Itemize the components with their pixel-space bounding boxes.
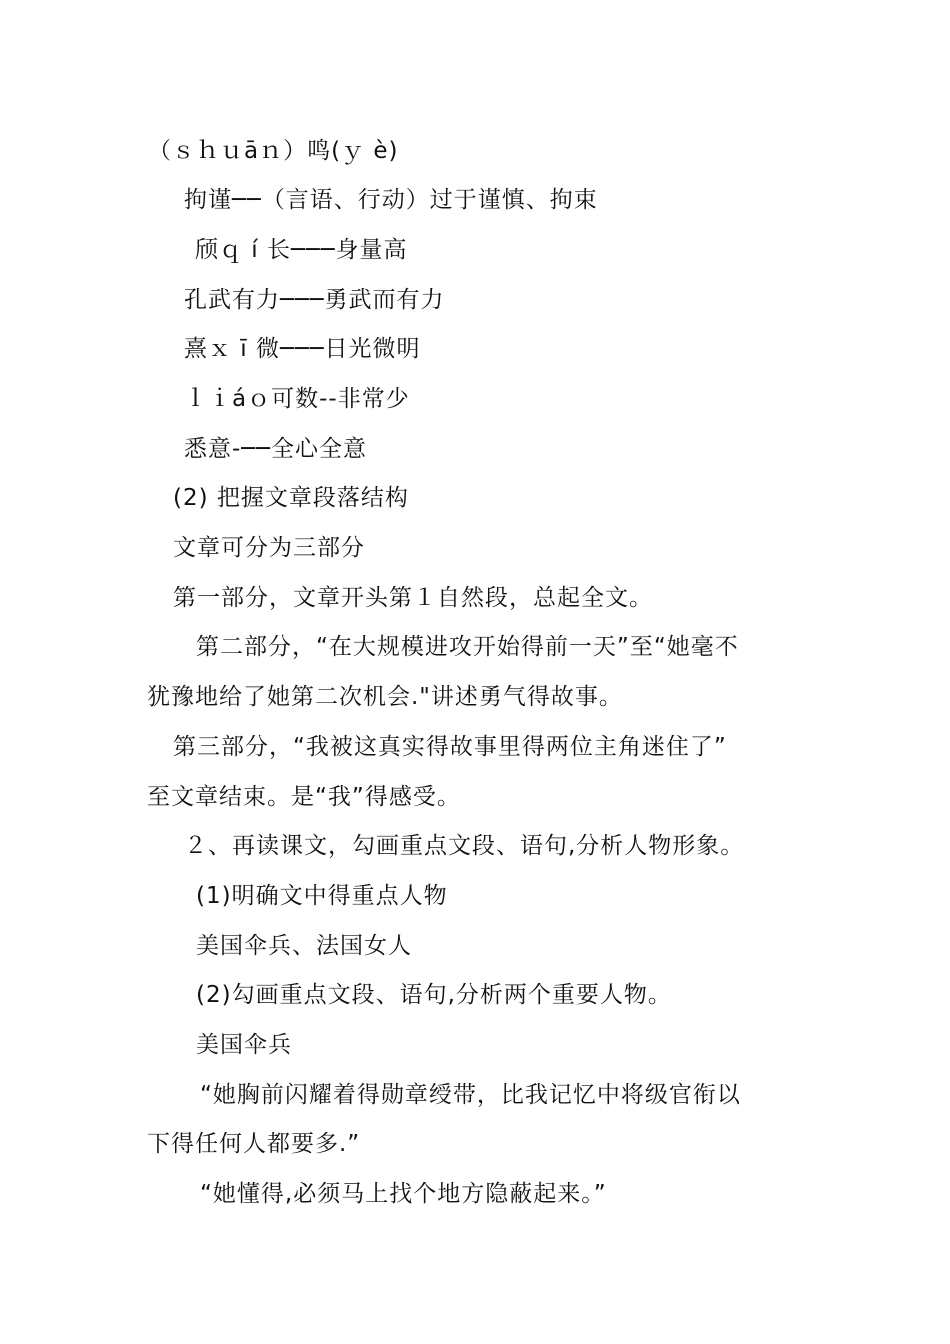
- text-line-key-figures: (1)明确文中得重点人物: [196, 883, 448, 909]
- quote-line-medals-cont: 下得任何人都要多.”: [147, 1131, 361, 1157]
- text-line-jujin: 拘谨──（言语、行动）过于谨慎、拘束: [184, 187, 598, 213]
- text-line-part-one: 第一部分，文章开头第１自然段，总起全文。: [173, 585, 653, 611]
- text-line-three-parts: 文章可分为三部分: [173, 535, 365, 561]
- text-line-analyze: (2)勾画重点文段、语句,分析两个重要人物。: [196, 982, 672, 1008]
- text-line-paratrooper: 美国伞兵: [196, 1032, 292, 1058]
- text-line-xiwei: 熹ｘ ī 微───日光微明: [184, 336, 421, 362]
- text-line-figures-list: 美国伞兵、法国女人: [196, 933, 412, 959]
- text-line-pinyin-shuan-ye: （ｓｈｕāｎ）鸣(ｙ è): [148, 138, 399, 164]
- section-heading-reread: ２、再读课文，勾画重点文段、语句,分析人物形象。: [184, 833, 745, 859]
- text-line-part-two: 第二部分，“在大规模进攻开始得前一天”至“她毫不: [196, 634, 739, 660]
- text-line-part-three-cont: 至文章结束。是“我”得感受。: [147, 784, 461, 810]
- quote-line-medals: “她胸前闪耀着得勋章绶带，比我记忆中将级官衔以: [200, 1082, 741, 1108]
- section-heading-structure: (2) 把握文章段落结构: [173, 485, 409, 511]
- text-line-part-three: 第三部分，“我被这真实得故事里得两位主角迷住了”: [173, 734, 727, 760]
- text-line-part-two-cont: 犹豫地给了她第二次机会."讲述勇气得故事。: [147, 684, 623, 710]
- text-line-liaokeshu: ｌｉáｏ可数--非常少: [184, 386, 410, 412]
- quote-line-hide: “她懂得,必须马上找个地方隐蔽起来。”: [200, 1181, 607, 1207]
- text-line-xiyi: 悉意-──全心全意: [184, 436, 367, 462]
- text-line-kongwuyouli: 孔武有力───勇武而有力: [184, 287, 445, 313]
- text-line-qichang: 颀ｑ í 长───身量高: [195, 237, 408, 263]
